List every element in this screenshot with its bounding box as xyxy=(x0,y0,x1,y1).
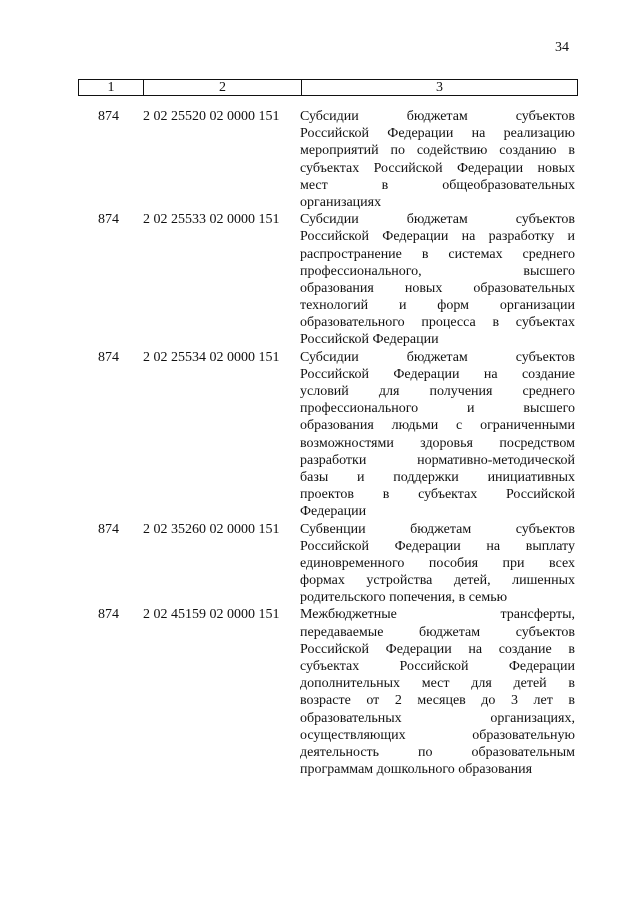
description-line: Российской Федерации xyxy=(300,332,439,348)
description-line: технологий и форм организации xyxy=(300,298,575,314)
description-line: субъектах Российской Федерации новых xyxy=(300,160,575,176)
description-line: базы и поддержки инициативных xyxy=(300,469,575,485)
description-line: дополнительных мест для детей в xyxy=(300,676,575,692)
budget-classification-code: 2 02 25520 02 0000 151 xyxy=(143,109,280,124)
description-line: Российской Федерации на создание в xyxy=(300,641,575,657)
income-description xyxy=(300,211,575,349)
admin-code: 874 xyxy=(98,212,119,228)
description-line: Субвенции бюджетам субъектов xyxy=(300,521,575,537)
budget-classification-code: 2 02 25534 02 0000 151 xyxy=(143,349,280,365)
description-line: возрасте от 2 месяцев до 3 лет в xyxy=(300,693,575,709)
description-line: Российской Федерации на реализацию xyxy=(300,126,575,142)
income-description xyxy=(300,108,575,211)
description-line: условий для получения среднего xyxy=(300,384,575,399)
description-line: родительского попечения, в семью xyxy=(300,590,508,606)
table-row xyxy=(78,521,578,607)
description-line: проектов в субъектах Российской xyxy=(300,487,575,503)
header-col-1: 1 xyxy=(107,80,115,95)
table-row xyxy=(78,108,578,211)
description-line: Межбюджетные трансферты, xyxy=(300,607,575,623)
description-line: мест в общеобразовательных xyxy=(300,177,575,193)
header-col-3: 3 xyxy=(436,80,443,95)
admin-code: 874 xyxy=(98,349,119,365)
page-number: 34 xyxy=(555,40,569,55)
description-line: образовательных организациях, xyxy=(300,710,575,726)
admin-code: 874 xyxy=(98,521,119,537)
description-line: разработки нормативно-методической xyxy=(300,452,575,468)
description-line: Субсидии бюджетам субъектов xyxy=(300,212,575,228)
description-line: деятельность по образовательным xyxy=(300,744,575,760)
description-line: осуществляющих образовательную xyxy=(300,727,575,743)
description-line: Субсидии бюджетам субъектов xyxy=(300,109,575,124)
description-line: Федерации xyxy=(300,504,367,520)
description-line: образования людьми с ограниченными xyxy=(300,418,575,434)
budget-classification-code: 2 02 25533 02 0000 151 xyxy=(143,212,280,228)
description-line: Субсидии бюджетам субъектов xyxy=(300,349,575,365)
table-row xyxy=(78,606,578,778)
table-row xyxy=(78,349,578,521)
description-line: Российской Федерации на разработку и xyxy=(300,229,575,245)
description-line: образовательного процесса в субъектах xyxy=(300,315,575,331)
table-header xyxy=(78,79,578,96)
admin-code: 874 xyxy=(98,109,119,124)
description-line: субъектах Российской Федерации xyxy=(300,659,575,674)
description-line: Российской Федерации на создание xyxy=(300,366,575,382)
budget-classification-code: 2 02 45159 02 0000 151 xyxy=(143,607,280,623)
description-line: профессионального, высшего xyxy=(300,263,575,279)
header-col-2: 2 xyxy=(219,80,226,95)
description-line: мероприятий по содействию созданию в xyxy=(300,143,575,159)
description-line: образования новых образовательных xyxy=(300,280,575,296)
description-line: организациях xyxy=(300,194,382,210)
description-line: формах устройства детей, лишенных xyxy=(300,573,575,589)
description-line: программам дошкольного образования xyxy=(300,762,533,778)
income-description xyxy=(300,521,575,607)
income-description xyxy=(300,349,575,521)
description-line: распространение в системах среднего xyxy=(300,246,575,262)
description-line: единовременного пособия при всех xyxy=(300,555,575,571)
table-row xyxy=(78,211,578,349)
description-line: возможностями здоровья посредством xyxy=(300,435,575,451)
description-line: передаваемые бюджетам субъектов xyxy=(300,624,575,640)
admin-code: 874 xyxy=(98,607,119,623)
budget-classification-code: 2 02 35260 02 0000 151 xyxy=(143,521,280,537)
income-description xyxy=(300,606,575,778)
description-line: Российской Федерации на выплату xyxy=(300,538,575,554)
description-line: профессионального и высшего xyxy=(300,401,575,417)
table-body xyxy=(78,108,578,778)
